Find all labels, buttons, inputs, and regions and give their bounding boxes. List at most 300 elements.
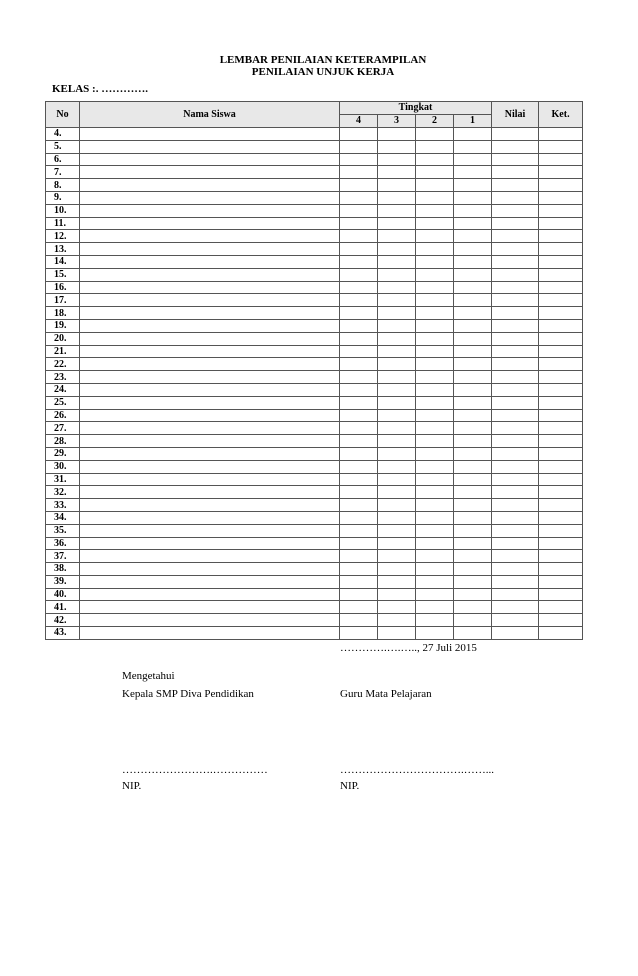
row-number: 38. [46, 563, 80, 576]
ket-cell [539, 396, 583, 409]
ket-cell [539, 294, 583, 307]
tingkat-2-cell [416, 524, 454, 537]
tingkat-4-cell [340, 511, 378, 524]
student-name-cell [80, 371, 340, 384]
table-row [46, 627, 583, 640]
table-row [46, 563, 583, 576]
tingkat-1-cell [454, 332, 492, 345]
tingkat-3-cell [378, 511, 416, 524]
row-number: 36. [46, 537, 80, 550]
student-name-cell [80, 396, 340, 409]
row-number: 19. [46, 319, 80, 332]
tingkat-1-cell [454, 128, 492, 141]
row-number: 12. [46, 230, 80, 243]
tingkat-3-cell [378, 332, 416, 345]
row-number: 9. [46, 191, 80, 204]
row-number: 4. [46, 128, 80, 141]
tingkat-4-cell [340, 563, 378, 576]
tingkat-3-cell [378, 563, 416, 576]
tingkat-2-cell [416, 511, 454, 524]
tingkat-4-cell [340, 319, 378, 332]
tingkat-2-cell [416, 268, 454, 281]
row-number: 18. [46, 307, 80, 320]
guru-label: Guru Mata Pelajaran [340, 688, 432, 700]
tingkat-4-cell [340, 371, 378, 384]
tingkat-1-cell [454, 435, 492, 448]
table-row [46, 511, 583, 524]
tingkat-3-cell [378, 422, 416, 435]
tingkat-1-cell [454, 294, 492, 307]
signature-line-left: …………………….…………… [122, 764, 268, 776]
tingkat-1-cell [454, 358, 492, 371]
row-number: 20. [46, 332, 80, 345]
tingkat-1-cell [454, 371, 492, 384]
tingkat-4-cell [340, 268, 378, 281]
tingkat-4-cell [340, 294, 378, 307]
header-nama-siswa: Nama Siswa [80, 102, 340, 128]
nilai-cell [492, 179, 539, 192]
nilai-cell [492, 345, 539, 358]
tingkat-4-cell [340, 358, 378, 371]
tingkat-2-cell [416, 281, 454, 294]
nilai-cell [492, 243, 539, 256]
tingkat-3-cell [378, 179, 416, 192]
tingkat-4-cell [340, 460, 378, 473]
row-number: 27. [46, 422, 80, 435]
tingkat-2-cell [416, 396, 454, 409]
header-tingkat-level: 1 [454, 115, 492, 128]
row-number: 30. [46, 460, 80, 473]
ket-cell [539, 191, 583, 204]
tingkat-4-cell [340, 179, 378, 192]
tingkat-3-cell [378, 435, 416, 448]
nip-right-label: NIP. [340, 780, 360, 792]
ket-cell [539, 588, 583, 601]
table-row [46, 614, 583, 627]
tingkat-2-cell [416, 255, 454, 268]
tingkat-4-cell [340, 332, 378, 345]
tingkat-1-cell [454, 153, 492, 166]
tingkat-2-cell [416, 371, 454, 384]
tingkat-3-cell [378, 550, 416, 563]
tingkat-1-cell [454, 422, 492, 435]
nilai-cell [492, 550, 539, 563]
ket-cell [539, 563, 583, 576]
ket-cell [539, 511, 583, 524]
tingkat-4-cell [340, 191, 378, 204]
student-name-cell [80, 153, 340, 166]
table-row [46, 345, 583, 358]
tingkat-3-cell [378, 371, 416, 384]
table-row [46, 153, 583, 166]
tingkat-2-cell [416, 486, 454, 499]
student-name-cell [80, 243, 340, 256]
tingkat-1-cell [454, 409, 492, 422]
table-row [46, 255, 583, 268]
row-number: 32. [46, 486, 80, 499]
tingkat-2-cell [416, 332, 454, 345]
tingkat-1-cell [454, 396, 492, 409]
tingkat-2-cell [416, 204, 454, 217]
tingkat-3-cell [378, 486, 416, 499]
table-row [46, 243, 583, 256]
nip-left-label: NIP. [122, 780, 142, 792]
tingkat-2-cell [416, 473, 454, 486]
tingkat-2-cell [416, 153, 454, 166]
nilai-cell [492, 307, 539, 320]
tingkat-3-cell [378, 319, 416, 332]
nilai-cell [492, 601, 539, 614]
table-row [46, 409, 583, 422]
student-name-cell [80, 601, 340, 614]
tingkat-1-cell [454, 319, 492, 332]
tingkat-2-cell [416, 435, 454, 448]
table-row [46, 191, 583, 204]
ket-cell [539, 550, 583, 563]
nilai-cell [492, 204, 539, 217]
header-tingkat-level: 3 [378, 115, 416, 128]
row-number: 6. [46, 153, 80, 166]
table-row [46, 575, 583, 588]
tingkat-2-cell [416, 140, 454, 153]
nilai-cell [492, 499, 539, 512]
tingkat-3-cell [378, 409, 416, 422]
ket-cell [539, 447, 583, 460]
student-name-cell [80, 358, 340, 371]
tingkat-4-cell [340, 396, 378, 409]
tingkat-1-cell [454, 307, 492, 320]
tingkat-1-cell [454, 550, 492, 563]
tingkat-1-cell [454, 601, 492, 614]
nilai-cell [492, 473, 539, 486]
tingkat-3-cell [378, 345, 416, 358]
nilai-cell [492, 511, 539, 524]
ket-cell [539, 614, 583, 627]
tingkat-3-cell [378, 307, 416, 320]
ket-cell [539, 627, 583, 640]
tingkat-3-cell [378, 268, 416, 281]
tingkat-3-cell [378, 217, 416, 230]
tingkat-3-cell [378, 537, 416, 550]
row-number: 33. [46, 499, 80, 512]
row-number: 39. [46, 575, 80, 588]
document-subtitle: PENILAIAN UNJUK KERJA [251, 66, 395, 78]
row-number: 22. [46, 358, 80, 371]
nilai-cell [492, 486, 539, 499]
tingkat-3-cell [378, 383, 416, 396]
header-no: No [46, 102, 80, 128]
kelas-label: KELAS :. …………. [52, 83, 148, 95]
nilai-cell [492, 524, 539, 537]
nilai-cell [492, 294, 539, 307]
tingkat-2-cell [416, 319, 454, 332]
ket-cell [539, 268, 583, 281]
tingkat-2-cell [416, 409, 454, 422]
student-name-cell [80, 511, 340, 524]
ket-cell [539, 166, 583, 179]
row-number: 26. [46, 409, 80, 422]
tingkat-3-cell [378, 243, 416, 256]
tingkat-4-cell [340, 524, 378, 537]
tingkat-1-cell [454, 486, 492, 499]
ket-cell [539, 230, 583, 243]
tingkat-1-cell [454, 383, 492, 396]
tingkat-1-cell [454, 281, 492, 294]
table-row [46, 601, 583, 614]
table-row [46, 268, 583, 281]
tingkat-1-cell [454, 191, 492, 204]
table-row [46, 588, 583, 601]
ket-cell [539, 409, 583, 422]
tingkat-3-cell [378, 294, 416, 307]
row-number: 37. [46, 550, 80, 563]
row-number: 24. [46, 383, 80, 396]
ket-cell [539, 319, 583, 332]
table-row [46, 460, 583, 473]
ket-cell [539, 435, 583, 448]
student-name-cell [80, 473, 340, 486]
tingkat-1-cell [454, 204, 492, 217]
tingkat-2-cell [416, 358, 454, 371]
tingkat-1-cell [454, 588, 492, 601]
tingkat-2-cell [416, 383, 454, 396]
student-name-cell [80, 255, 340, 268]
nilai-cell [492, 255, 539, 268]
student-name-cell [80, 409, 340, 422]
tingkat-4-cell [340, 281, 378, 294]
tingkat-3-cell [378, 230, 416, 243]
student-name-cell [80, 447, 340, 460]
student-name-cell [80, 499, 340, 512]
tingkat-2-cell [416, 601, 454, 614]
tingkat-2-cell [416, 447, 454, 460]
nilai-cell [492, 422, 539, 435]
tingkat-1-cell [454, 255, 492, 268]
row-number: 10. [46, 204, 80, 217]
table-row [46, 294, 583, 307]
ket-cell [539, 255, 583, 268]
tingkat-4-cell [340, 153, 378, 166]
table-row [46, 396, 583, 409]
ket-cell [539, 524, 583, 537]
row-number: 17. [46, 294, 80, 307]
student-name-cell [80, 524, 340, 537]
nilai-cell [492, 371, 539, 384]
table-row [46, 435, 583, 448]
row-number: 40. [46, 588, 80, 601]
ket-cell [539, 601, 583, 614]
tingkat-4-cell [340, 614, 378, 627]
tingkat-1-cell [454, 511, 492, 524]
tingkat-3-cell [378, 396, 416, 409]
row-number: 5. [46, 140, 80, 153]
ket-cell [539, 537, 583, 550]
row-number: 16. [46, 281, 80, 294]
student-name-cell [80, 435, 340, 448]
student-name-cell [80, 588, 340, 601]
table-row [46, 473, 583, 486]
nilai-cell [492, 409, 539, 422]
row-number: 25. [46, 396, 80, 409]
table-row [46, 422, 583, 435]
tingkat-1-cell [454, 524, 492, 537]
header-tingkat: Tingkat [340, 102, 492, 115]
tingkat-2-cell [416, 294, 454, 307]
document-title: LEMBAR PENILAIAN KETERAMPILAN [219, 54, 427, 66]
tingkat-4-cell [340, 204, 378, 217]
tingkat-4-cell [340, 422, 378, 435]
nilai-cell [492, 537, 539, 550]
ket-cell [539, 486, 583, 499]
ket-cell [539, 204, 583, 217]
row-number: 31. [46, 473, 80, 486]
table-row [46, 358, 583, 371]
table-row [46, 486, 583, 499]
tingkat-4-cell [340, 217, 378, 230]
tingkat-4-cell [340, 435, 378, 448]
header-tingkat-level: 4 [340, 115, 378, 128]
tingkat-4-cell [340, 601, 378, 614]
ket-cell [539, 575, 583, 588]
ket-cell [539, 460, 583, 473]
nilai-cell [492, 396, 539, 409]
header-tingkat-level: 2 [416, 115, 454, 128]
nilai-cell [492, 588, 539, 601]
row-number: 7. [46, 166, 80, 179]
tingkat-2-cell [416, 179, 454, 192]
table-row [46, 179, 583, 192]
nilai-cell [492, 563, 539, 576]
tingkat-3-cell [378, 575, 416, 588]
row-number: 23. [46, 371, 80, 384]
table-row [46, 204, 583, 217]
tingkat-4-cell [340, 627, 378, 640]
tingkat-2-cell [416, 166, 454, 179]
tingkat-4-cell [340, 166, 378, 179]
tingkat-3-cell [378, 191, 416, 204]
row-number: 13. [46, 243, 80, 256]
student-name-cell [80, 575, 340, 588]
tingkat-4-cell [340, 345, 378, 358]
tingkat-2-cell [416, 307, 454, 320]
tingkat-2-cell [416, 128, 454, 141]
tingkat-3-cell [378, 460, 416, 473]
tingkat-3-cell [378, 358, 416, 371]
tingkat-4-cell [340, 473, 378, 486]
tingkat-1-cell [454, 614, 492, 627]
nilai-cell [492, 166, 539, 179]
tingkat-3-cell [378, 473, 416, 486]
ket-cell [539, 281, 583, 294]
tingkat-3-cell [378, 524, 416, 537]
tingkat-3-cell [378, 601, 416, 614]
ket-cell [539, 153, 583, 166]
row-number: 42. [46, 614, 80, 627]
tingkat-1-cell [454, 243, 492, 256]
student-name-cell [80, 319, 340, 332]
table-row [46, 537, 583, 550]
student-name-cell [80, 563, 340, 576]
tingkat-4-cell [340, 243, 378, 256]
tingkat-1-cell [454, 179, 492, 192]
table-row [46, 281, 583, 294]
mengetahui-label: Mengetahui [122, 670, 175, 682]
ket-cell [539, 383, 583, 396]
student-name-cell [80, 217, 340, 230]
student-name-cell [80, 191, 340, 204]
student-name-cell [80, 307, 340, 320]
student-name-cell [80, 166, 340, 179]
tingkat-4-cell [340, 537, 378, 550]
tingkat-1-cell [454, 473, 492, 486]
table-row [46, 371, 583, 384]
nilai-cell [492, 268, 539, 281]
tingkat-4-cell [340, 140, 378, 153]
table-row [46, 217, 583, 230]
nilai-cell [492, 460, 539, 473]
nilai-cell [492, 128, 539, 141]
tingkat-4-cell [340, 486, 378, 499]
table-row [46, 230, 583, 243]
tingkat-4-cell [340, 499, 378, 512]
ket-cell [539, 128, 583, 141]
tingkat-4-cell [340, 447, 378, 460]
tingkat-4-cell [340, 255, 378, 268]
tingkat-1-cell [454, 447, 492, 460]
tingkat-1-cell [454, 217, 492, 230]
tingkat-1-cell [454, 537, 492, 550]
tingkat-3-cell [378, 140, 416, 153]
tingkat-2-cell [416, 563, 454, 576]
ket-cell [539, 345, 583, 358]
nilai-cell [492, 319, 539, 332]
nilai-cell [492, 281, 539, 294]
nilai-cell [492, 217, 539, 230]
table-row [46, 319, 583, 332]
row-number: 28. [46, 435, 80, 448]
table-row [46, 166, 583, 179]
table-row [46, 524, 583, 537]
tingkat-3-cell [378, 281, 416, 294]
student-name-cell [80, 614, 340, 627]
student-name-cell [80, 140, 340, 153]
row-number: 29. [46, 447, 80, 460]
table-row [46, 550, 583, 563]
tingkat-2-cell [416, 460, 454, 473]
tingkat-2-cell [416, 575, 454, 588]
student-name-cell [80, 627, 340, 640]
student-name-cell [80, 422, 340, 435]
tingkat-2-cell [416, 588, 454, 601]
tingkat-3-cell [378, 166, 416, 179]
tingkat-3-cell [378, 588, 416, 601]
row-number: 43. [46, 627, 80, 640]
nilai-cell [492, 332, 539, 345]
table-row [46, 140, 583, 153]
ket-cell [539, 243, 583, 256]
row-number: 15. [46, 268, 80, 281]
tingkat-2-cell [416, 614, 454, 627]
tingkat-1-cell [454, 268, 492, 281]
tingkat-2-cell [416, 550, 454, 563]
table-row [46, 128, 583, 141]
student-name-cell [80, 332, 340, 345]
tingkat-1-cell [454, 575, 492, 588]
student-name-cell [80, 383, 340, 396]
nilai-cell [492, 358, 539, 371]
tingkat-4-cell [340, 588, 378, 601]
tingkat-2-cell [416, 537, 454, 550]
